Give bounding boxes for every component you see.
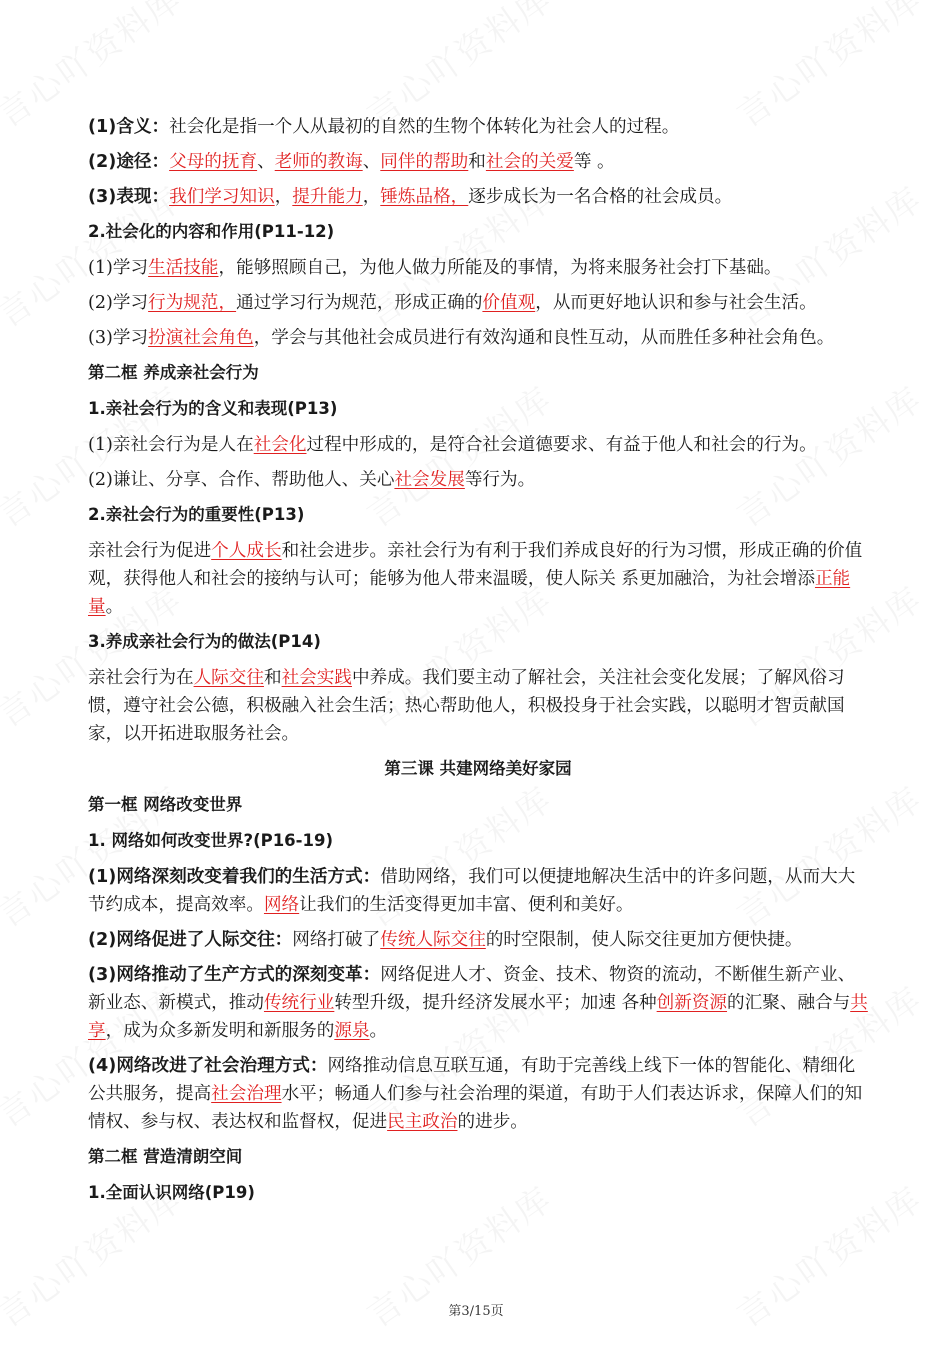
text-run: 、 xyxy=(362,152,381,172)
keyword-highlight: 扮演社会角色 xyxy=(148,328,254,348)
text-run: ，学会与其他社会成员进行有效沟通和良性互动，从而胜任多种社会角色。 xyxy=(253,328,835,348)
text-run: ，能够照顾自己，为他人做力所能及的事情，为将来服务社会打下基础。 xyxy=(218,258,782,278)
keyword-highlight: 个人成长 xyxy=(211,541,282,561)
text-run: 等行为。 xyxy=(464,470,536,490)
text-run: 让我们的生活变得更加丰富、便利和美好。 xyxy=(299,895,634,915)
paragraph xyxy=(88,466,868,494)
text-run: 网络推动信息互联互通，有助于完善线上线下一体的智能化、精细化公共服务，提高 xyxy=(88,1056,856,1104)
text-run: 。 xyxy=(369,1021,388,1041)
text-run: 的汇聚、融合与 xyxy=(727,993,851,1013)
paragraph xyxy=(88,254,868,282)
text-run: (3)学习 xyxy=(88,328,149,348)
section-heading: 1.全面认识网络(P19) xyxy=(88,1183,255,1202)
text-run: ，成为众多新发明和新服务的 xyxy=(105,1021,335,1041)
text-run: 和 xyxy=(468,152,486,172)
text-run: 社会化是指一个人从最初的自然的生物个体转化为社会人的过程。 xyxy=(169,117,680,137)
keyword-highlight: 同伴的帮助 xyxy=(380,152,469,172)
text-run: 通过学习行为规范，形成正确的 xyxy=(236,293,483,313)
text-run: 的时空限制，使人际交往更加方便快捷。 xyxy=(485,930,803,950)
paragraph xyxy=(88,113,868,141)
keyword-highlight: 价值观 xyxy=(482,293,536,313)
document-page xyxy=(88,113,868,1215)
text-run: 、 xyxy=(257,152,275,172)
keyword-highlight: 正能量 xyxy=(88,569,851,617)
page-number: 第3/15页 xyxy=(448,1304,504,1319)
keyword-highlight: 共享 xyxy=(88,993,868,1041)
keyword-highlight: 老师的教诲 xyxy=(274,152,363,172)
paragraph xyxy=(88,664,868,748)
text-run: 网络打破了 xyxy=(292,930,381,950)
text-run: 转型升级，提升经济发展水平；加速 各种 xyxy=(334,993,657,1013)
section-heading: 3.养成亲社会行为的做法(P14) xyxy=(88,632,321,651)
text-run: 借助网络，我们可以便捷地解决生活中的许多问题，从而大大节约成本，提高效率。 xyxy=(88,867,856,915)
section-heading: 2.亲社会行为的重要性(P13) xyxy=(88,505,305,524)
keyword-highlight: 传统人际交往 xyxy=(380,930,486,950)
text-run: 逐步成长为一名合格的社会成员。 xyxy=(468,187,733,207)
lesson-title: 第三课 共建网络美好家园 xyxy=(384,759,572,778)
paragraph xyxy=(88,1052,868,1136)
section-heading: 第一框 网络改变世界 xyxy=(88,795,243,814)
bold-label: (2)网络促进了人际交往： xyxy=(88,930,293,950)
text-run: 。 xyxy=(105,597,124,617)
text-run: 和社会进步。亲社会行为有利于我们养成良好的行为习惯，形成正确的价值观，获得他人和社会的接纳与认可；能够为他人带来温暖，使人际关 系更加融洽，为社会增添 xyxy=(88,541,863,589)
paragraph xyxy=(88,926,868,954)
bold-label: (4)网络改进了社会治理方式： xyxy=(88,1056,328,1076)
text-run: 水平；畅通人们参与社会治理的渠道，有助于人们表达诉求，保障人们的知情权、参与权、表达权和监督权，促进 xyxy=(88,1084,863,1132)
text-run: 中养成。我们要主动了解社会，关注社会变化发展；了解风俗习惯，遵守社会公德，积极融入社会生活；热心帮助他人，积极投身于社会实践，以聪明才智贡献国家，以开拓进取服务社会。 xyxy=(88,668,845,744)
paragraph xyxy=(88,863,868,919)
text-run: 和 xyxy=(263,668,282,688)
keyword-highlight: 父母的抚育 xyxy=(169,152,258,172)
text-run: (2)谦让、分享、合作、帮助他人、关心 xyxy=(88,470,395,490)
keyword-highlight: 源泉 xyxy=(334,1021,370,1041)
section-heading: 2.社会化的内容和作用(P11-12) xyxy=(88,222,335,241)
text-run: (2)学习 xyxy=(88,293,149,313)
keyword-highlight: 社会化 xyxy=(253,435,307,455)
section-heading: 第二框 养成亲社会行为 xyxy=(88,363,259,382)
bold-label: (3)表现： xyxy=(88,187,170,207)
keyword-highlight: 社会的关爱 xyxy=(485,152,574,172)
paragraph xyxy=(88,537,868,621)
bold-label: (1)含义： xyxy=(88,117,170,137)
keyword-highlight: 提升能力 xyxy=(292,187,363,207)
text-run: 等 。 xyxy=(573,152,615,172)
text-run: 过程中形成的，是符合社会道德要求、有益于他人和社会的行为。 xyxy=(306,435,817,455)
section-heading: 1. 网络如何改变世界?(P16-19) xyxy=(88,831,334,850)
paragraph xyxy=(88,961,868,1045)
text-run: 的进步。 xyxy=(457,1112,528,1132)
paragraph xyxy=(88,289,868,317)
keyword-highlight: 创新资源 xyxy=(656,993,728,1013)
keyword-highlight: 民主政治 xyxy=(387,1112,458,1132)
text-run: 亲社会行为促进 xyxy=(88,541,212,561)
text-run: (1)学习 xyxy=(88,258,149,278)
keyword-highlight: 社会实践 xyxy=(281,668,352,688)
keyword-highlight: 行为规范， xyxy=(148,293,237,313)
keyword-highlight: 生活技能 xyxy=(148,258,219,278)
paragraph xyxy=(88,183,868,211)
keyword-highlight: 网络 xyxy=(263,895,300,915)
paragraph xyxy=(88,431,868,459)
keyword-highlight: 人际交往 xyxy=(193,668,264,688)
paragraph xyxy=(88,148,868,176)
bold-label: (3)网络推动了生产方式的深刻变革： xyxy=(88,965,381,985)
keyword-highlight: 社会治理 xyxy=(211,1084,282,1104)
text-run: (1)亲社会行为是人在 xyxy=(88,435,254,455)
section-heading: 1.亲社会行为的含义和表现(P13) xyxy=(88,399,338,418)
text-run: 网络促进人才、资金、技术、物资的流动，不断催生新产业、新业态、新模式，推动 xyxy=(88,965,856,1013)
bold-label: (2)途径： xyxy=(88,152,170,172)
keyword-highlight: 锤炼品格， xyxy=(380,187,469,207)
text-run: ，从而更好地认识和参与社会生活。 xyxy=(535,293,817,313)
keyword-highlight: 社会发展 xyxy=(394,470,465,490)
paragraph xyxy=(88,324,868,352)
text-run: ， xyxy=(362,187,381,207)
text-run: 亲社会行为在 xyxy=(88,668,194,688)
section-heading: 第二框 营造清朗空间 xyxy=(88,1147,243,1166)
keyword-highlight: 我们学习知识 xyxy=(169,187,275,207)
bold-label: (1)网络深刻改变着我们的生活方式： xyxy=(88,867,381,887)
keyword-highlight: 传统行业 xyxy=(263,993,335,1013)
text-run: ， xyxy=(274,187,293,207)
